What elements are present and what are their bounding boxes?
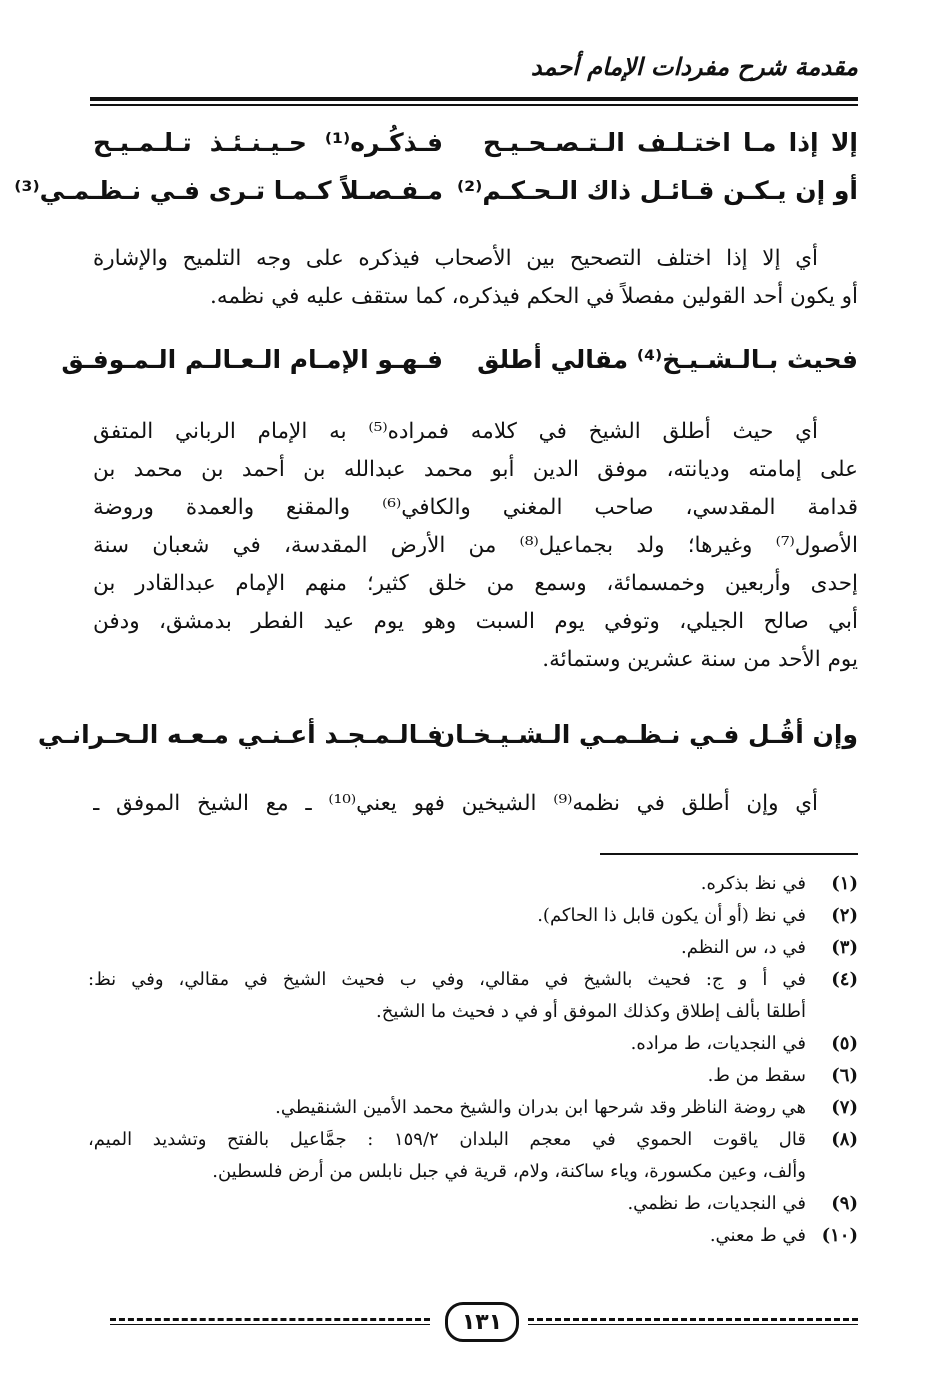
verse-line (93, 128, 858, 174)
footnote-number: (١) (831, 873, 858, 894)
verse-first-hemistich: إلا إذا مـا اختـلـف الـتـصـحـيـح (483, 128, 858, 157)
footnote (88, 932, 858, 964)
footnote-text: في ط معني. (709, 1225, 806, 1246)
footnote-text: قال ياقوت الحموي في معجم البلدان ١٥٩/٢ : جمَّاعيل بالفتح وتشديد الميم، (88, 1129, 806, 1150)
footnote (88, 1028, 858, 1060)
commentary-paragraph (93, 785, 858, 823)
verse-second-hemistich: فـهـو الإمـام الـعـالـم الـمـوفـق (61, 345, 443, 374)
paragraph-line: أو يكون أحد القولين مفصلاً في الحكم فيذكره، كما ستقف عليه في نظمه. (209, 284, 858, 309)
footnote (88, 868, 858, 900)
footnote-number: (٣) (831, 937, 858, 958)
paragraph-line: أي حيث أطلق الشيخ في كلامه فمراده⁽⁵⁾ به الإمام الرباني المتفق (93, 419, 818, 444)
verse-first-hemistich: أو إن يـكـن قـائـل ذاك الـحـكـم⁽²⁾ (456, 176, 858, 205)
page-header (88, 50, 858, 90)
footnote-number: (٥) (831, 1033, 858, 1054)
footnote (88, 1220, 858, 1252)
footnote-number: (٤) (831, 969, 858, 990)
paragraph-line: أي إلا إذا اختلف التصحيح بين الأصحاب فيذكره على وجه التلميح والإشارة (93, 246, 818, 271)
footnote-number: (٦) (831, 1065, 858, 1086)
footer-dashed-rule-left (110, 1318, 430, 1321)
verse-line (61, 345, 858, 391)
footnote (88, 900, 858, 932)
header-rule-thick (90, 97, 858, 101)
footnote-text: في د، س النظم. (681, 937, 806, 958)
paragraph-line: الأصول⁽⁷⁾ وغيرها؛ ولد بجماعيل⁽⁸⁾ من الأرض المقدسة، في شعبان سنة (93, 533, 858, 558)
footnote (88, 1124, 858, 1188)
footnote-number: (٧) (831, 1097, 858, 1118)
verse-line (14, 176, 858, 222)
footnote (88, 964, 858, 1028)
verse-line (37, 720, 858, 766)
footer-rule-right (528, 1324, 858, 1325)
page-number: ١٣١ (445, 1302, 519, 1342)
commentary-paragraph (93, 240, 858, 316)
footnote (88, 1188, 858, 1220)
verse-second-hemistich: فـالـمـجـد أعـنـي مـعـه الـحـرانـي (37, 720, 443, 749)
paragraph-line: على إمامته وديانته، موفق الدين أبو محمد عبدالله بن أحمد بن محمد بن (93, 457, 858, 482)
verse-first-hemistich: وإن أقُـل فـي نـظـمـي الـشـيـخـان (433, 720, 858, 749)
commentary-paragraph (93, 413, 858, 679)
footnote-text: هي روضة الناظر وقد شرحها ابن بدران والشيخ محمد الأمين الشنقيطي. (275, 1097, 806, 1118)
paragraph-line: يوم الأحد من سنة عشرين وستمائة. (542, 647, 858, 672)
page-footer (110, 1300, 858, 1340)
footnote-text: وألف، وعين مكسورة، وياء ساكنة، ولام، قرية في جبل نابلس من أرض فلسطين. (212, 1161, 806, 1182)
footnote (88, 1092, 858, 1124)
footnote-number: (٨) (831, 1129, 858, 1150)
footnote-number: (٩) (831, 1193, 858, 1214)
footnote-text: في نظ بذكره. (700, 873, 806, 894)
paragraph-line: أي وإن أطلق في نظمه⁽⁹⁾ الشيخين فهو يعني⁽¹⁰⁾ ـ مع الشيخ الموفق ـ (93, 791, 818, 816)
verse-second-hemistich: مـفـصـلاً كـمـا تـرى فـي نـظـمـي⁽³⁾ (14, 176, 443, 205)
footnotes (88, 868, 858, 1252)
footnote-number: (١٠) (821, 1225, 858, 1246)
paragraph-line: إحدى وأربعين وخمسمائة، وسمع من خلق كثير؛ منهم الإمام عبدالقادر بن (93, 571, 858, 596)
footnote-text: في النجديات، ط مراده. (630, 1033, 806, 1054)
footnote-text: أطلقا بألف إطلاق وكذلك الموفق أو في د فحيث ما الشيخ. (376, 1001, 806, 1022)
paragraph-line: قدامة المقدسي، صاحب المغني والكافي⁽⁶⁾ والمقنع والعمدة وروضة (93, 495, 858, 520)
footnote-text: في نظ (أو أن يكون قابل ذا الحاكم). (537, 905, 806, 926)
running-title: مقدمة شرح مفردات الإمام أحمد (530, 52, 858, 81)
verse-second-hemistich: فـذكُـره⁽¹⁾ حـيـنـئـذ تـلـمـيـح (93, 128, 443, 157)
footnote-text: سقط من ط. (707, 1065, 806, 1086)
paragraph-line: أبي صالح الجيلي، وتوفي يوم السبت وهو يوم عيد الفطر بدمشق، ودفن (93, 609, 858, 634)
footnote-number: (٢) (831, 905, 858, 926)
footnote (88, 1060, 858, 1092)
footnote-text: في أ و ج: فحيث بالشيخ في مقالي، وفي ب فحيث الشيخ في مقالي، وفي نظ: (88, 969, 806, 990)
footer-rule-left (110, 1324, 430, 1325)
header-rule-thin (90, 104, 858, 106)
footer-dashed-rule-right (528, 1318, 858, 1321)
footnote-separator (600, 853, 858, 855)
footnote-text: في النجديات، ط نظمي. (627, 1193, 806, 1214)
verse-first-hemistich: فحيث بـالـشـيـخ⁽⁴⁾ مقالي أطلق (477, 345, 858, 374)
